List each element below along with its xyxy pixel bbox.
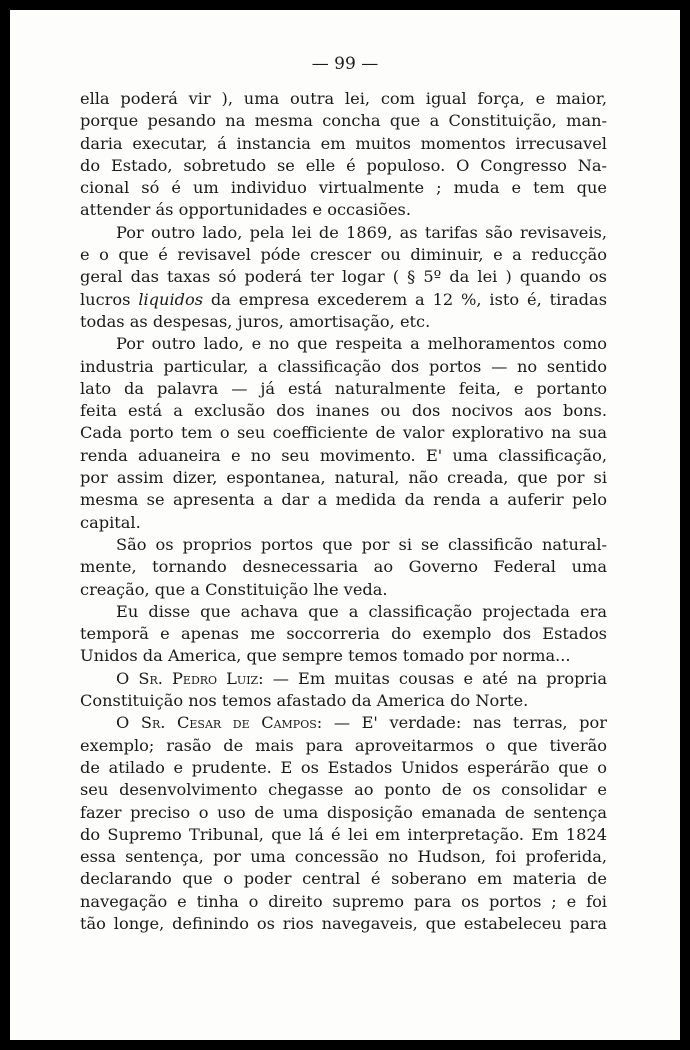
italic-word: liquidos <box>138 289 204 309</box>
speaker-name: Sr. Pedro Luiz: <box>138 668 264 688</box>
text-line: Constituição nos temos afastado da America do Norte. <box>80 691 529 711</box>
text-line <box>80 712 607 734</box>
text-line: porque pesando na mesma concha que a Constituição, man- <box>80 111 607 131</box>
text-line: renda aduaneira e no seu movimento. E' uma classificação, <box>80 445 607 465</box>
text-segment: — E' verdade: nas terras, por <box>322 713 608 733</box>
page-number: — 99 — <box>311 54 379 74</box>
text-line: lato da palavra — já está naturalmente feita, e portanto <box>80 378 607 398</box>
text-line <box>80 289 607 311</box>
body-text <box>80 88 607 935</box>
text-line <box>80 668 607 690</box>
text-segment: lucros <box>80 289 139 309</box>
text-line: daria executar, á instancia em muitos momentos irrecusavel <box>80 133 607 153</box>
text-line: capital. <box>80 512 141 532</box>
text-line: temporã e apenas me soccorreria do exemplo dos Estados <box>80 624 607 644</box>
text-line: e o que é revisavel póde crescer ou diminuir, e a reducção <box>80 245 607 265</box>
speaker-name: Sr. Cesar de Campos: <box>140 713 323 733</box>
text-line: Por outro lado, e no que respeita a melhoramentos como <box>116 334 607 354</box>
text-line: cional só é um individuo virtualmente ; muda e tem que <box>80 178 607 198</box>
text-line: todas as despesas, juros, amortisação, etc. <box>80 311 431 331</box>
text-segment: da empresa excederem a 12 %, isto é, tiradas <box>203 289 607 309</box>
text-line: mente, tornando desnecessaria ao Governo Federal uma <box>80 557 607 577</box>
text-line: por assim dizer, espontanea, natural, não creada, que por si <box>80 468 607 488</box>
text-segment: O <box>116 713 141 733</box>
text-segment: — Em muitas cousas e até na propria <box>263 668 607 688</box>
text-line: essa sentença, por uma concessão no Hudson, foi proferida, <box>80 847 607 867</box>
text-line: feita está a exclusão dos inanes ou dos nocivos aos bons. <box>80 401 607 421</box>
text-line: Eu disse que achava que a classificação projectada era <box>116 601 607 621</box>
text-line: seu desenvolvimento chegasse ao ponto de os consolidar e <box>80 780 607 800</box>
text-line: mesma se apresenta a dar a medida da renda a auferir pelo <box>80 490 607 510</box>
text-line: geral das taxas só poderá ter logar ( § 5º da lei ) quando os <box>80 267 607 287</box>
text-line: navegação e tinha o direito supremo para os portos ; e foi <box>80 891 607 911</box>
book-page <box>10 10 680 1040</box>
text-line: Unidos da America, que sempre temos tomado por norma... <box>80 646 571 666</box>
text-line: tão longe, definindo os rios navegaveis, que estabeleceu para <box>80 913 607 933</box>
text-line: attender ás opportunidades e occasiões. <box>80 200 412 220</box>
text-line: industria particular, a classificação dos portos — no sentido <box>80 356 607 376</box>
text-line: creação, que a Constituição lhe veda. <box>80 579 388 599</box>
text-line: Por outro lado, pela lei de 1869, as tarifas são revisaveis, <box>116 222 607 242</box>
text-segment: O <box>116 668 139 688</box>
text-line: ella poderá vir ), uma outra lei, com igual força, e maior, <box>80 89 607 108</box>
text-line: declarando que o poder central é soberano em materia de <box>80 869 607 889</box>
text-line: Cada porto tem o seu coefficiente de valor explorativo na sua <box>80 423 607 443</box>
text-line: do Supremo Tribunal, que lá é lei em interpretação. Em 1824 <box>80 824 607 844</box>
text-line: de atilado e prudente. E os Estados Unidos esperárão que o <box>80 757 607 777</box>
text-line: exemplo; rasão de mais para aproveitarmos o que tiverão <box>80 735 607 755</box>
text-line: fazer preciso o uso de uma disposição emanada de sentença <box>80 802 607 822</box>
text-line: São os proprios portos que por si se classificão natural- <box>116 534 607 554</box>
text-line: do Estado, sobretudo se elle é populoso. O Congresso Na- <box>80 155 607 175</box>
